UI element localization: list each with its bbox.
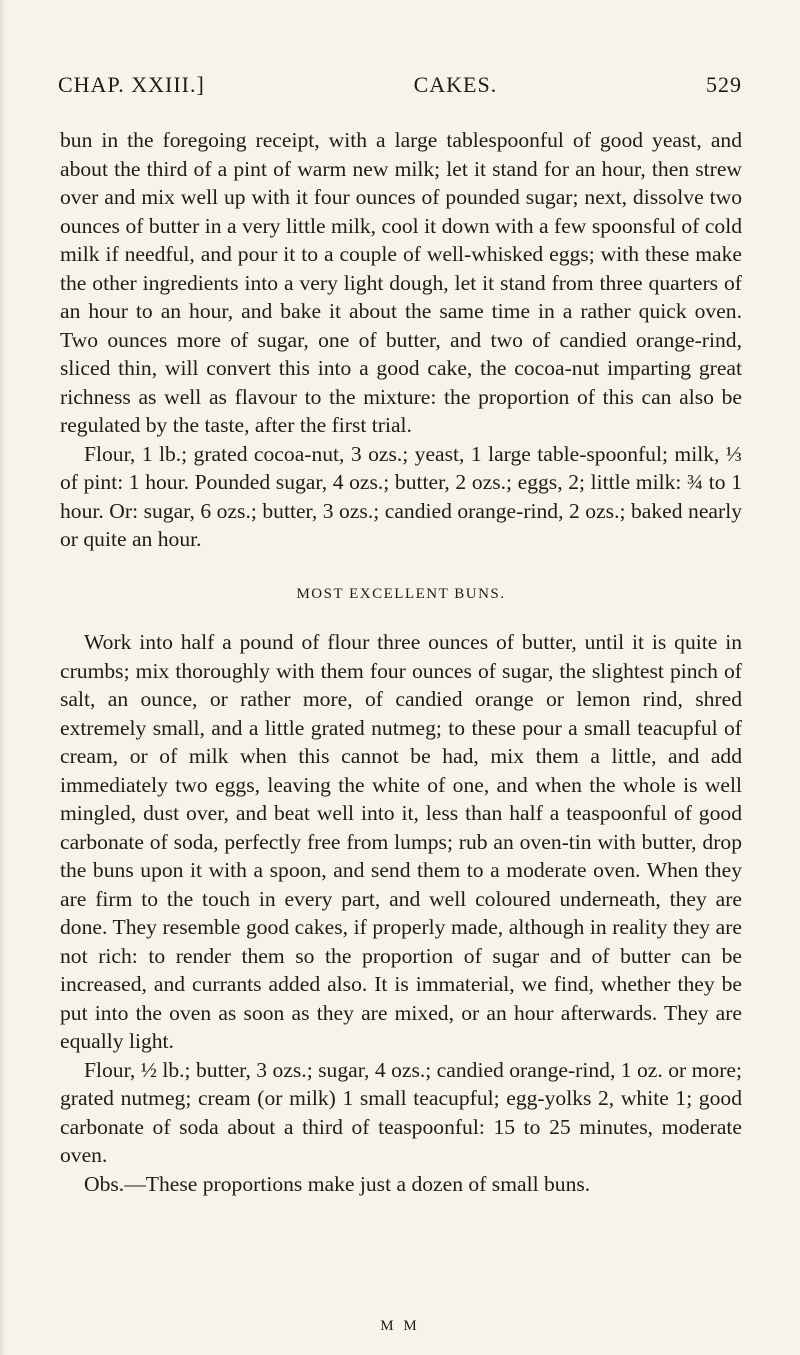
running-title: CAKES. [413, 72, 498, 97]
page-body [60, 126, 742, 1198]
paragraph-bun-receipt: bun in the foregoing receipt, with a large tablespoonful of good yeast, and about the third of a pint of warm new milk; let it stand for an hour, then strew over and mix well up with it four ounces of pounded sugar; next, dissolve two ounces of butter in a very little milk, cool it down with a few spoonsful of cold milk if needful, and pour it to a couple of well-whisked eggs; with these make the other ingredients into a very light dough, let it stand from three quarters of an hour to an hour, and bake it about the same time in a rather quick oven. Two ounces more of sugar, one of butter, and two of candied orange-rind, sliced thin, will convert this into a good cake, the cocoa-nut imparting great richness as well as flavour to the mixture: the proportion of this can also be regulated by the taste, after the first trial. [60, 128, 742, 437]
scan-shadow [0, 0, 6, 1355]
paragraph-excellent-buns: Work into half a pound of flour three ounces of butter, until it is quite in crumbs; mix thoroughly with them four ounces of sugar, the slightest pinch of salt, an ounce, or rather more, of candied orange or lemon rind, shred extremely small, and a little grated nutmeg; to these pour a small teacupful of cream, or of milk when this cannot be had, mix them a little, and add immediately two eggs, leaving the white of one, and when the whole is well mingled, dust over, and beat well into it, less than half a teaspoonful of good carbonate of soda, perfectly free from lumps; rub an oven-tin with butter, drop the buns upon it with a spoon, and send them to a moderate oven. When they are firm to the touch in every part, and well coloured underneath, they are done. They resemble good cakes, if properly made, although in reality they are not rich: to render them so the proportion of sugar and of butter can be increased, and currants added also. It is immaterial, we find, whether they be put into the oven as soon as they are mixed, or an hour afterwards. They are equally light. [60, 630, 742, 1053]
chapter-label: CHAP. XXIII.] [58, 72, 205, 97]
page-number: 529 [705, 72, 742, 97]
section-heading: MOST EXCELLENT BUNS. [296, 585, 506, 602]
ingredients-summary-2: Flour, ½ lb.; butter, 3 ozs.; sugar, 4 ozs.; candied orange-rind, 1 oz. or more; grated nutmeg; cream (or milk) 1 small teacupful; egg-yolks 2, white 1; good carbonate of soda about a third of teaspoonful: 15 to 25 minutes, moderate oven. [60, 1057, 742, 1167]
ingredients-summary-1: Flour, 1 lb.; grated cocoa-nut, 3 ozs.; yeast, 1 large table-spoonful; milk, ⅓ of pint: 1 hour. Pounded sugar, 4 ozs.; butter, 2 ozs.; eggs, 2; little milk: ¾ to 1 hour. Or: sugar, 6 ozs.; butter, 3 ozs.; candied orange-rind, 2 ozs.; baked nearly or quite an hour. [60, 441, 742, 551]
observation-note: Obs.—These proportions make just a dozen of small buns. [84, 1171, 591, 1196]
running-header [58, 72, 742, 98]
signature-mark: M M [380, 1318, 420, 1334]
